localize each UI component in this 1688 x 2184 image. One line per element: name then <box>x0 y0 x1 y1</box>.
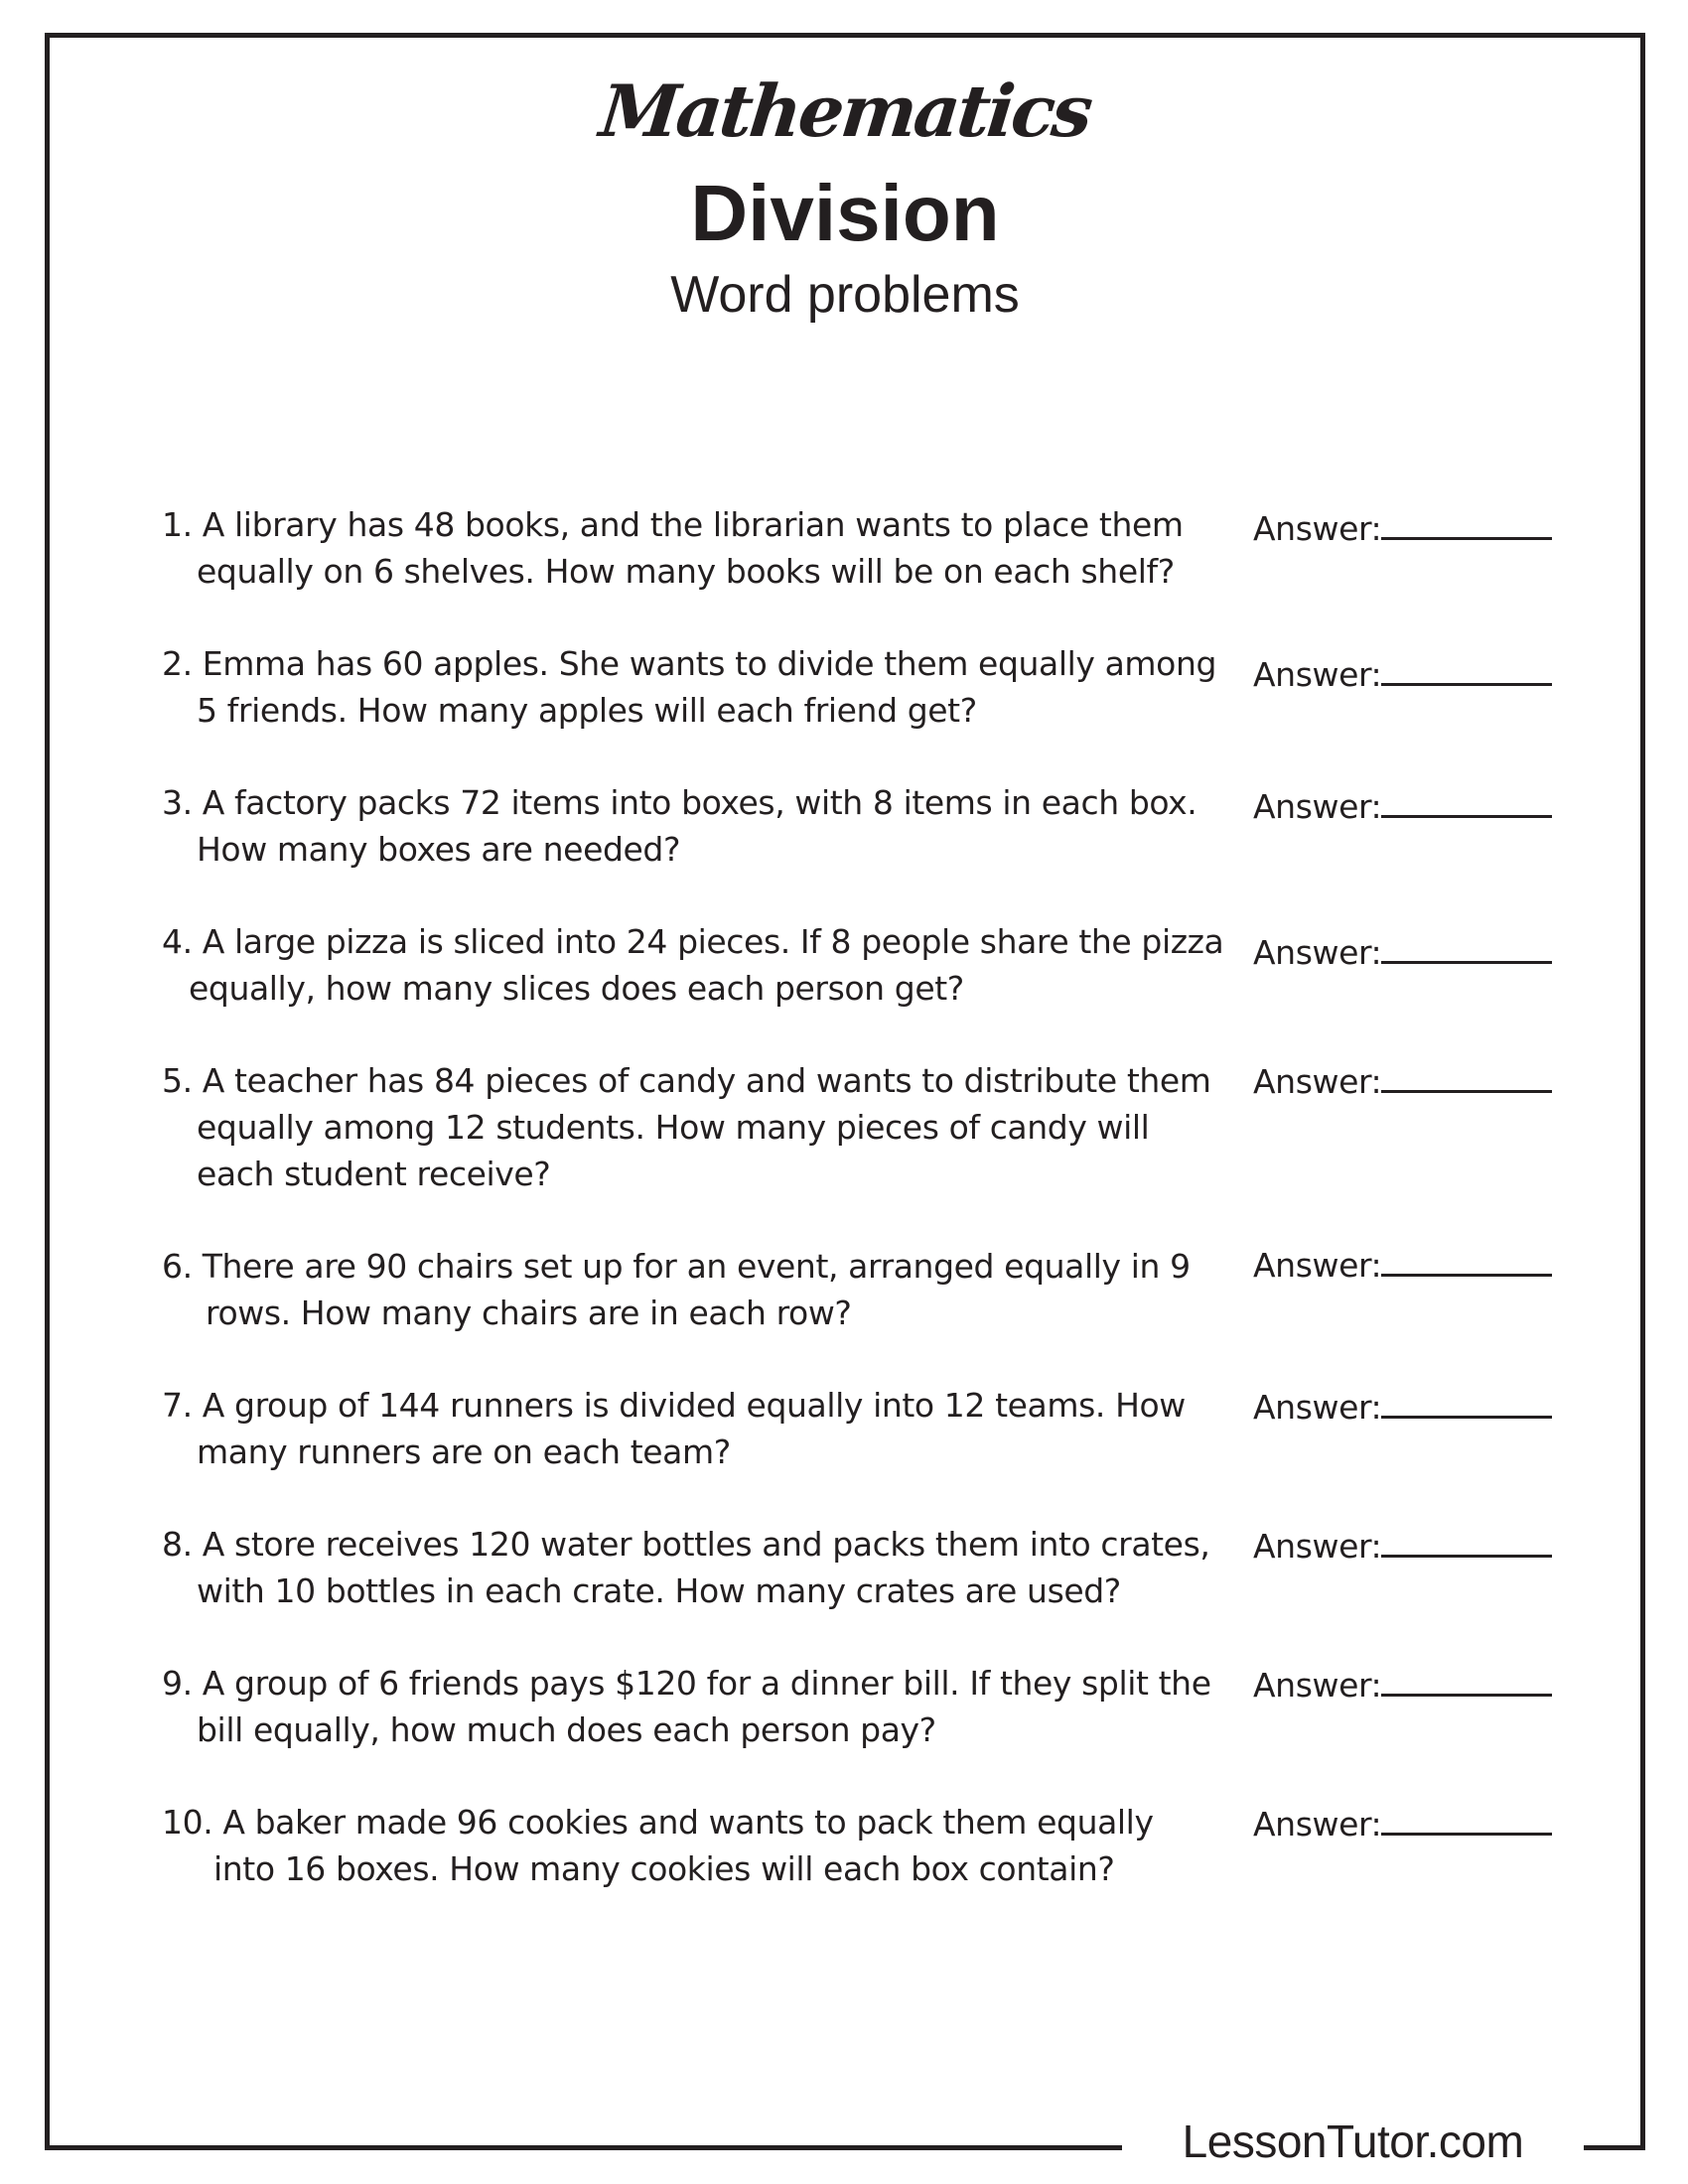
problem-2 <box>162 640 1274 734</box>
problem-line: 9. A group of 6 friends pays $120 for a dinner bill. If they split the <box>162 1664 1211 1703</box>
answer-label: Answer: <box>1253 1666 1382 1705</box>
answer-field-9[interactable] <box>1253 1658 1561 1708</box>
problem-line: rows. How many chairs are in each row? <box>206 1294 852 1332</box>
answer-blank[interactable] <box>1381 501 1552 540</box>
page-border-left <box>45 33 50 2150</box>
problem-4 <box>162 918 1274 1012</box>
answer-field-1[interactable] <box>1253 501 1561 552</box>
subject-title: Mathematics <box>596 68 1094 153</box>
answer-label: Answer: <box>1253 1527 1382 1566</box>
problem-line: 1. A library has 48 books, and the librarian wants to place them <box>162 505 1184 544</box>
answer-blank[interactable] <box>1381 1238 1552 1277</box>
problem-line: each student receive? <box>197 1155 551 1193</box>
answer-label: Answer: <box>1253 1246 1382 1285</box>
answer-field-3[interactable] <box>1253 779 1561 830</box>
answer-field-5[interactable] <box>1253 1054 1561 1105</box>
problem-line: 4. A large pizza is sliced into 24 pieces. If 8 people share the pizza <box>162 922 1224 961</box>
answer-label: Answer: <box>1253 1805 1382 1843</box>
problem-line: 8. A store receives 120 water bottles and packs them into crates, <box>162 1525 1210 1564</box>
topic-title: Division <box>690 169 1000 257</box>
answer-blank[interactable] <box>1381 1658 1552 1697</box>
problem-line: equally on 6 shelves. How many books will be on each shelf? <box>197 552 1175 591</box>
answer-label: Answer: <box>1253 1062 1382 1101</box>
answer-label: Answer: <box>1253 787 1382 826</box>
problem-line: equally, how many slices does each person get? <box>189 969 964 1008</box>
problem-line: 6. There are 90 chairs set up for an event, arranged equally in 9 <box>162 1247 1191 1286</box>
problem-9 <box>162 1660 1274 1753</box>
answer-blank[interactable] <box>1381 779 1552 818</box>
problem-line: with 10 bottles in each crate. How many crates are used? <box>197 1571 1121 1610</box>
problem-line: 3. A factory packs 72 items into boxes, with 8 items in each box. <box>162 783 1197 822</box>
answer-field-10[interactable] <box>1253 1797 1561 1847</box>
problem-8 <box>162 1521 1274 1614</box>
footer-brand: LessonTutor.com <box>1182 2116 1524 2167</box>
problem-6 <box>162 1243 1274 1336</box>
page-border-top <box>45 33 1645 38</box>
answer-field-7[interactable] <box>1253 1380 1561 1431</box>
page-border-right <box>1640 33 1645 2150</box>
page-border-bottom-left <box>45 2145 1122 2150</box>
problem-1 <box>162 501 1274 595</box>
answer-field-8[interactable] <box>1253 1519 1561 1570</box>
answer-label: Answer: <box>1253 1388 1382 1427</box>
problem-3 <box>162 779 1274 873</box>
problem-line: 2. Emma has 60 apples. She wants to divide them equally among <box>162 644 1217 683</box>
problem-line: 5. A teacher has 84 pieces of candy and wants to distribute them <box>162 1061 1211 1100</box>
problem-line: How many boxes are needed? <box>197 830 681 869</box>
answer-label: Answer: <box>1253 933 1382 972</box>
answer-label: Answer: <box>1253 655 1382 694</box>
problem-line: many runners are on each team? <box>197 1433 731 1471</box>
answer-field-6[interactable] <box>1253 1238 1561 1289</box>
problem-line: equally among 12 students. How many pieces of candy will <box>197 1108 1150 1147</box>
problem-line: into 16 boxes. How many cookies will each box contain? <box>213 1849 1115 1888</box>
answer-field-4[interactable] <box>1253 925 1561 976</box>
answer-blank[interactable] <box>1381 925 1552 964</box>
problem-line: 5 friends. How many apples will each friend get? <box>197 691 977 730</box>
answer-blank[interactable] <box>1381 1797 1552 1836</box>
problem-10 <box>162 1799 1274 1892</box>
answer-label: Answer: <box>1253 509 1382 548</box>
answer-field-2[interactable] <box>1253 647 1561 698</box>
problem-line: 7. A group of 144 runners is divided equally into 12 teams. How <box>162 1386 1186 1425</box>
answer-blank[interactable] <box>1381 1054 1552 1093</box>
page-border-bottom-right <box>1584 2145 1645 2150</box>
problem-line: 10. A baker made 96 cookies and wants to pack them equally <box>162 1803 1154 1842</box>
problem-line: bill equally, how much does each person pay? <box>197 1710 936 1749</box>
subtopic-title: Word problems <box>670 266 1020 324</box>
answer-blank[interactable] <box>1381 1519 1552 1558</box>
problem-5 <box>162 1057 1274 1197</box>
answer-blank[interactable] <box>1381 1380 1552 1419</box>
answer-blank[interactable] <box>1381 647 1552 686</box>
worksheet-header <box>50 62 1640 330</box>
problem-7 <box>162 1382 1274 1475</box>
